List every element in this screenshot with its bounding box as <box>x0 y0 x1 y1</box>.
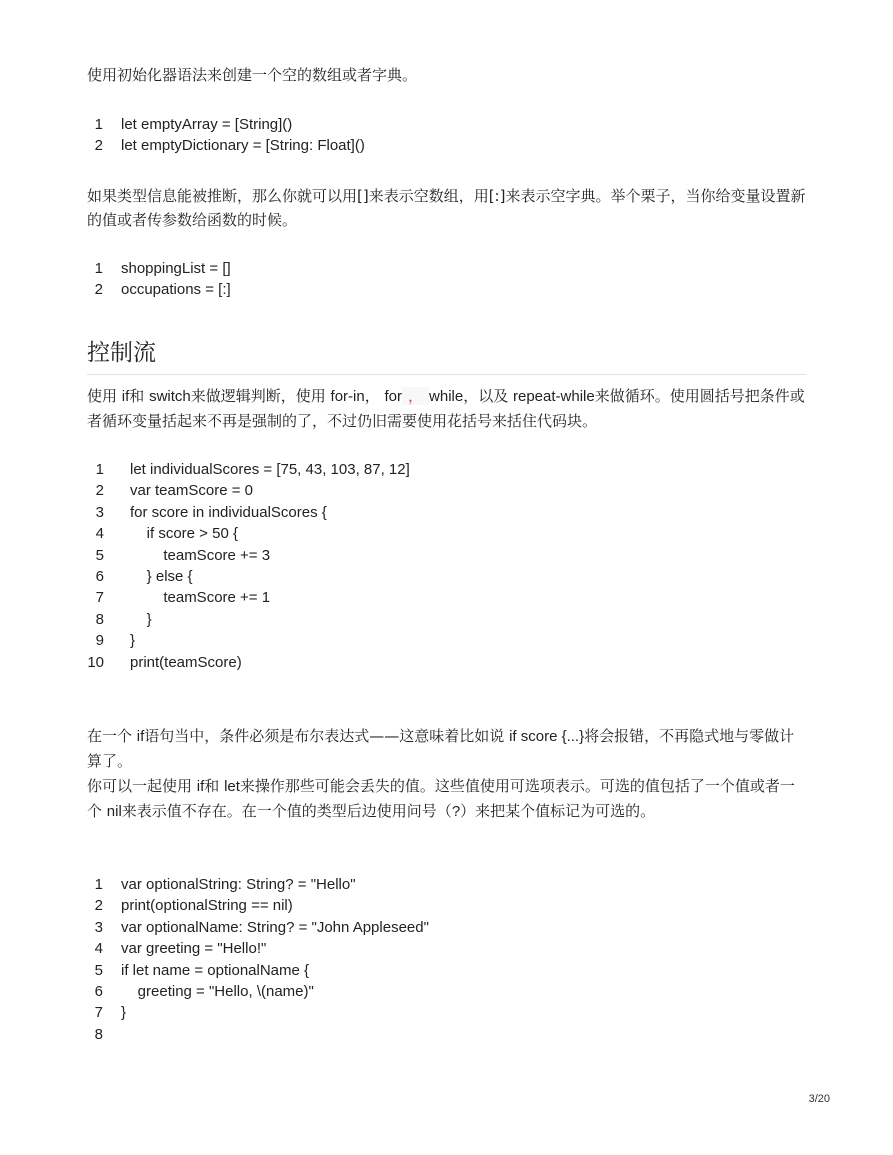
code-line <box>87 917 807 938</box>
line-number: 8 <box>94 1025 103 1043</box>
code-line <box>87 502 807 523</box>
line-number: 4 <box>94 940 103 958</box>
text-run: 你可以一起使用 <box>87 777 197 795</box>
inline-code: for <box>384 388 403 405</box>
section-heading-control-flow: 控制流 <box>87 338 806 375</box>
text-run: 和 <box>204 777 225 795</box>
inline-code: repeat-while <box>513 388 595 405</box>
code-line <box>87 135 807 156</box>
code-text: for score in individualScores { <box>130 503 327 521</box>
inline-code: if <box>196 778 205 795</box>
code-line <box>87 981 807 1002</box>
inline-code: switch <box>149 388 191 405</box>
code-line <box>87 523 807 544</box>
code-text: let emptyDictionary = [String: Float]() <box>121 137 365 155</box>
code-text: if score > 50 { <box>130 525 238 543</box>
line-number: 2 <box>94 281 103 299</box>
code-text: print(teamScore) <box>130 653 242 671</box>
line-number: 6 <box>94 983 103 1001</box>
code-line <box>87 258 807 279</box>
code-line <box>87 609 807 630</box>
text-run: 来操作那些可能会丢失的值。这些值使用可选项表示。可选的值包括了一个值或者一个 <box>87 777 795 820</box>
code-line <box>87 630 807 651</box>
line-number: 2 <box>94 897 103 915</box>
code-text: let emptyArray = [String]() <box>121 116 293 133</box>
line-number: 7 <box>94 1004 103 1022</box>
code-line <box>87 279 807 300</box>
text-run: 使用 <box>87 387 122 405</box>
code-line <box>87 1002 807 1023</box>
code-text: teamScore += 1 <box>130 589 271 607</box>
line-number: 5 <box>94 961 103 979</box>
boolean-paragraph <box>87 724 807 773</box>
line-number: 1 <box>95 461 104 478</box>
code-text: } <box>130 610 152 628</box>
inline-code: if score {...} <box>509 728 585 745</box>
code-text: var greeting = "Hello!" <box>121 940 267 958</box>
code-text: let individualScores = [75, 43, 103, 87, 12] <box>130 461 410 478</box>
code-text: } else { <box>130 568 193 586</box>
code-text: teamScore += 3 <box>130 546 271 564</box>
text-run: 将会报错，不再隐式地与零做计算了。 <box>87 727 795 770</box>
line-number: 3 <box>95 503 104 521</box>
intro-paragraph: 使用初始化器语法来创建一个空的数组或者字典。 <box>87 66 418 84</box>
code-text: } <box>130 632 136 650</box>
code-line <box>87 652 807 673</box>
infer-paragraph: 如果类型信息能被推断，那么你就可以用[]来表示空数组，用[:]来表示空字典。举个栗子，当你给变量设置新的值或者传参数给函数的时候。 <box>87 187 806 229</box>
line-number: 7 <box>95 589 104 607</box>
code-line <box>87 545 807 566</box>
text-run: 在一个 <box>87 727 137 745</box>
text-run: 和 <box>129 387 150 405</box>
text-run: ，以及 <box>463 387 513 405</box>
line-number: 1 <box>94 260 103 277</box>
line-number: 4 <box>95 525 104 543</box>
highlighted-comma: ， <box>402 387 429 405</box>
line-number: 10 <box>87 653 104 671</box>
code-line <box>87 1024 807 1045</box>
code-text: if let name = optionalName { <box>121 961 310 979</box>
code-line <box>87 587 807 608</box>
code-text: } <box>121 1004 127 1022</box>
code-text: var optionalString: String? = "Hello" <box>121 876 356 893</box>
control-flow-paragraph <box>87 384 807 433</box>
code-line <box>87 874 807 895</box>
line-number: 1 <box>94 116 103 133</box>
text-run: 来做循环。使用圆括号把条件或者循环变量括起来不再是强制的了，不过仍旧需要使用花括号来括住代码块。 <box>87 387 805 430</box>
inline-code: if <box>136 728 145 745</box>
code-line <box>87 114 807 135</box>
optional-paragraph <box>87 774 807 824</box>
code-block-infer <box>87 258 807 301</box>
code-text: occupations = [:] <box>121 281 231 299</box>
code-line <box>87 938 807 959</box>
line-number: 3 <box>94 918 103 936</box>
page-number: 3/20 <box>808 1093 830 1105</box>
code-block-loop <box>87 459 807 673</box>
inline-code: while <box>429 388 464 405</box>
inline-code: ? <box>451 803 461 820</box>
text-run: 来做逻辑判断，使用 <box>190 387 331 405</box>
inline-code: let <box>224 778 240 795</box>
code-text: print(optionalString == nil) <box>121 897 293 915</box>
code-line <box>87 960 807 981</box>
text-run: 语句当中，条件必须是布尔表达式——这意味着比如说 <box>144 727 510 745</box>
line-number: 9 <box>95 632 104 650</box>
code-block-empty <box>87 114 807 157</box>
text-run: ， <box>364 387 385 405</box>
line-number: 8 <box>95 610 104 628</box>
text-run: 来表示值不存在。在一个值的类型后边使用问号（ <box>121 802 452 820</box>
line-number: 5 <box>95 546 104 564</box>
code-line <box>87 459 807 480</box>
code-line <box>87 566 807 587</box>
line-number: 2 <box>95 482 104 500</box>
code-text: var teamScore = 0 <box>130 482 253 500</box>
line-number: 6 <box>95 568 104 586</box>
inline-code: nil <box>106 803 122 820</box>
inline-code: if <box>121 388 130 405</box>
code-text: var optionalName: String? = "John Appleseed" <box>121 918 429 936</box>
code-block-optional <box>87 874 807 1045</box>
text-run: ）来把某个值标记为可选的。 <box>460 802 656 820</box>
line-number: 1 <box>94 876 103 893</box>
code-line <box>87 480 807 501</box>
code-text: greeting = "Hello, \(name)" <box>121 983 314 1001</box>
code-text: shoppingList = [] <box>121 260 231 277</box>
code-line <box>87 895 807 916</box>
line-number: 2 <box>94 137 103 155</box>
inline-code: for-in <box>330 388 365 405</box>
